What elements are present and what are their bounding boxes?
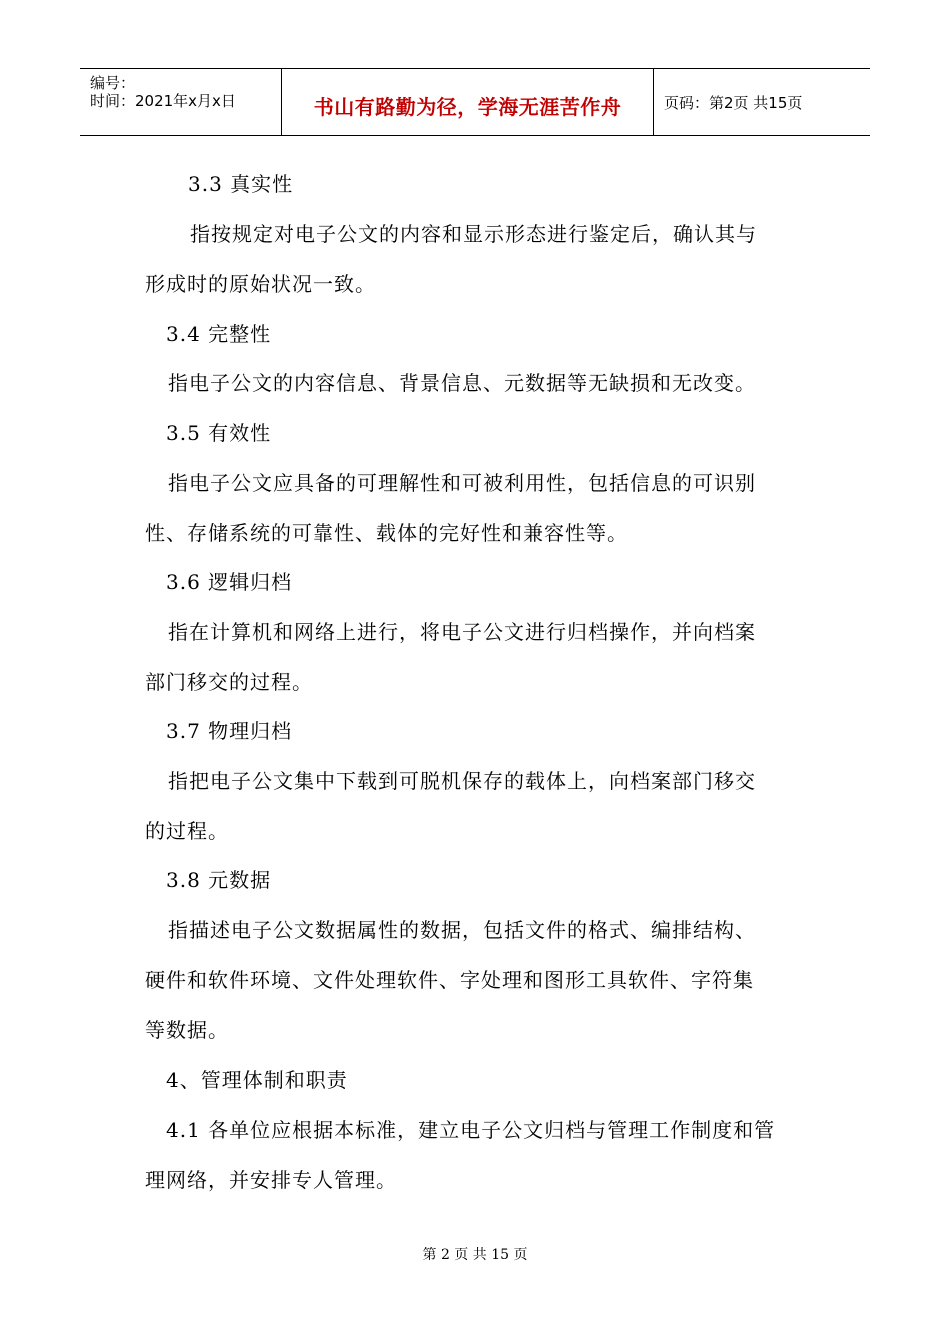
section-heading-4: 4、管理体制和职责 <box>166 1068 348 1092</box>
document-number-label: 编号： <box>90 74 136 92</box>
header-page-cell <box>654 69 870 135</box>
section-heading-3-3: 3.3 真实性 <box>188 172 294 196</box>
paragraph-line: 等数据。 <box>145 1018 229 1042</box>
paragraph-line: 指电子公文的内容信息、背景信息、元数据等无缺损和无改变。 <box>168 371 756 395</box>
section-heading-3-7: 3.7 物理归档 <box>166 719 293 743</box>
header-motto: 书山有路勤为径，学海无涯苦作舟 <box>313 95 622 119</box>
paragraph-line: 性、存储系统的可靠性、载体的完好性和兼容性等。 <box>145 521 628 545</box>
page-header <box>80 68 870 136</box>
header-meta-cell <box>80 69 282 135</box>
section-heading-3-5: 3.5 有效性 <box>166 421 272 445</box>
section-heading-3-6: 3.6 逻辑归档 <box>166 570 293 594</box>
paragraph-line: 部门移交的过程。 <box>145 670 313 694</box>
page-footer: 第 2 页 共 15 页 <box>422 1247 528 1263</box>
section-heading-3-8: 3.8 元数据 <box>166 868 272 892</box>
paragraph-line: 指按规定对电子公文的内容和显示形态进行鉴定后，确认其与 <box>190 222 757 246</box>
header-page-info: 页码：第2页 共15页 <box>664 94 803 112</box>
paragraph-line: 指在计算机和网络上进行，将电子公文进行归档操作，并向档案 <box>168 620 756 644</box>
paragraph-line: 理网络，并安排专人管理。 <box>145 1168 397 1192</box>
paragraph-line: 指电子公文应具备的可理解性和可被利用性，包括信息的可识别 <box>168 471 756 495</box>
paragraph-line: 的过程。 <box>145 819 229 843</box>
paragraph-line: 形成时的原始状况一致。 <box>145 272 376 296</box>
document-time-label: 时间：2021年x月x日 <box>90 92 236 110</box>
paragraph-line: 指描述电子公文数据属性的数据，包括文件的格式、编排结构、 <box>168 918 756 942</box>
paragraph-line: 指把电子公文集中下载到可脱机保存的载体上，向档案部门移交 <box>168 769 756 793</box>
paragraph-line: 硬件和软件环境、文件处理软件、字处理和图形工具软件、字符集 <box>145 968 754 992</box>
section-heading-3-4: 3.4 完整性 <box>166 322 272 346</box>
paragraph-line: 4.1 各单位应根据本标准，建立电子公文归档与管理工作制度和管 <box>166 1118 776 1142</box>
header-motto-cell <box>282 69 654 135</box>
